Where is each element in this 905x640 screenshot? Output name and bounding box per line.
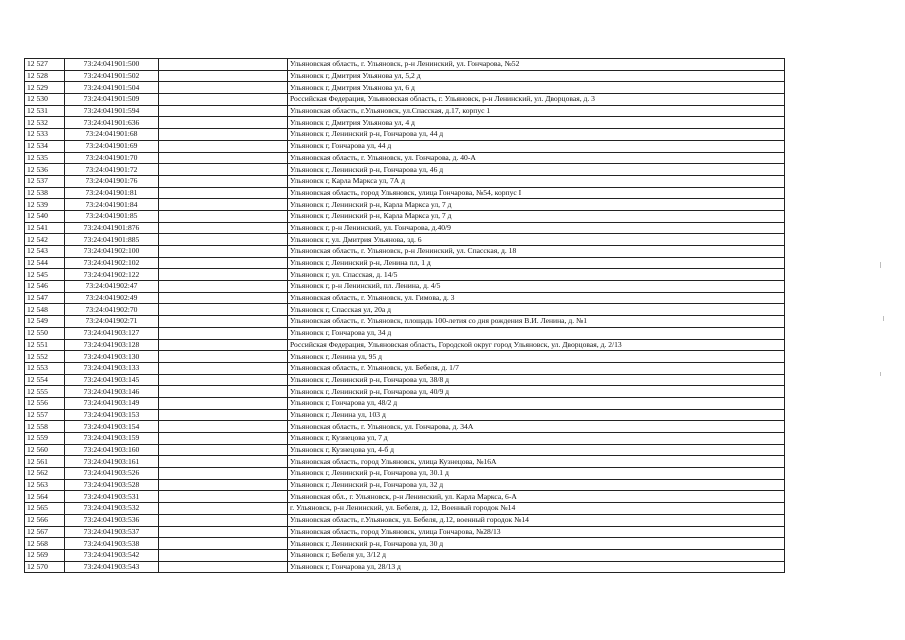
cadastral-number-cell: 73:24:041903:532 xyxy=(65,503,159,515)
table-row xyxy=(25,257,785,269)
row-number-cell: 12 540 xyxy=(25,210,65,222)
table-row xyxy=(25,292,785,304)
table-row xyxy=(25,433,785,445)
cadastral-number-cell: 73:24:041903:127 xyxy=(65,327,159,339)
address-cell: Ульяновск г, Ленинский р-н, Гончарова ул, 30 д xyxy=(288,538,785,550)
table-row xyxy=(25,152,785,164)
table-row xyxy=(25,538,785,550)
address-cell: Ульяновская область, город Ульяновск, улица Гончарова, №28/13 xyxy=(288,526,785,538)
address-cell: Ульяновск г, Ленина ул, 95 д xyxy=(288,351,785,363)
table-row xyxy=(25,327,785,339)
table-row xyxy=(25,316,785,328)
row-number-cell: 12 533 xyxy=(25,129,65,141)
cadastral-number-cell: 73:24:041903:542 xyxy=(65,549,159,561)
row-number-cell: 12 552 xyxy=(25,351,65,363)
blank-cell xyxy=(159,421,288,433)
blank-cell xyxy=(159,164,288,176)
address-cell: Ульяновск г, Дмитрия Ульянова ул, 4 д xyxy=(288,117,785,129)
row-number-cell: 12 529 xyxy=(25,82,65,94)
blank-cell xyxy=(159,222,288,234)
table-row xyxy=(25,351,785,363)
cadastral-number-cell: 73:24:041901:85 xyxy=(65,210,159,222)
scan-mark xyxy=(880,372,881,376)
table-row xyxy=(25,129,785,141)
blank-cell xyxy=(159,187,288,199)
address-cell: Ульяновск г, ул. Спасская, д. 14/5 xyxy=(288,269,785,281)
scan-mark xyxy=(880,262,881,268)
address-cell: Ульяновская область, г. Ульяновск, ул. Гончарова, д. 40-А xyxy=(288,152,785,164)
blank-cell xyxy=(159,292,288,304)
cadastral-number-cell: 73:24:041903:528 xyxy=(65,479,159,491)
address-cell: Ульяновск г, Дмитрия Ульянова ул, 5,2 д xyxy=(288,70,785,82)
address-cell: Ульяновская область, г. Ульяновск, р-н Ленинский, ул. Спасская, д. 18 xyxy=(288,246,785,258)
table-row xyxy=(25,561,785,573)
row-number-cell: 12 566 xyxy=(25,514,65,526)
cadastral-number-cell: 73:24:041903:161 xyxy=(65,456,159,468)
table-row xyxy=(25,456,785,468)
address-cell: Ульяновск г, Ленинский р-н, Гончарова ул, 38/8 д xyxy=(288,374,785,386)
blank-cell xyxy=(159,444,288,456)
row-number-cell: 12 535 xyxy=(25,152,65,164)
cadastral-number-cell: 73:24:041902:100 xyxy=(65,246,159,258)
cadastral-number-cell: 73:24:041901:84 xyxy=(65,199,159,211)
row-number-cell: 12 549 xyxy=(25,316,65,328)
cadastral-number-cell: 73:24:041901:81 xyxy=(65,187,159,199)
row-number-cell: 12 541 xyxy=(25,222,65,234)
cadastral-number-cell: 73:24:041903:159 xyxy=(65,433,159,445)
cadastral-number-cell: 73:24:041903:531 xyxy=(65,491,159,503)
table-row xyxy=(25,234,785,246)
row-number-cell: 12 560 xyxy=(25,444,65,456)
table-row xyxy=(25,468,785,480)
row-number-cell: 12 565 xyxy=(25,503,65,515)
table-row xyxy=(25,479,785,491)
row-number-cell: 12 562 xyxy=(25,468,65,480)
row-number-cell: 12 555 xyxy=(25,386,65,398)
blank-cell xyxy=(159,175,288,187)
table-row xyxy=(25,386,785,398)
address-cell: Ульяновск г, Кузнецова ул, 7 д xyxy=(288,433,785,445)
table-row xyxy=(25,70,785,82)
table-row xyxy=(25,222,785,234)
row-number-cell: 12 557 xyxy=(25,409,65,421)
blank-cell xyxy=(159,433,288,445)
table-row xyxy=(25,421,785,433)
address-cell: Ульяновск г, ул. Дмитрия Ульянова, зд. 6 xyxy=(288,234,785,246)
address-cell: Ульяновск г, Спасская ул, 20а д xyxy=(288,304,785,316)
address-cell: Ульяновск г, Ленинский р-н, Карла Маркса ул, 7 д xyxy=(288,199,785,211)
row-number-cell: 12 537 xyxy=(25,175,65,187)
cadastral-number-cell: 73:24:041903:133 xyxy=(65,362,159,374)
table-row xyxy=(25,503,785,515)
blank-cell xyxy=(159,140,288,152)
table-row xyxy=(25,82,785,94)
document-page xyxy=(24,58,785,573)
cadastral-number-cell: 73:24:041903:543 xyxy=(65,561,159,573)
cadastral-number-cell: 73:24:041902:102 xyxy=(65,257,159,269)
blank-cell xyxy=(159,386,288,398)
blank-cell xyxy=(159,117,288,129)
cadastral-number-cell: 73:24:041901:502 xyxy=(65,70,159,82)
scan-mark xyxy=(883,316,884,321)
cadastral-number-cell: 73:24:041901:876 xyxy=(65,222,159,234)
cadastral-number-cell: 73:24:041903:130 xyxy=(65,351,159,363)
blank-cell xyxy=(159,374,288,386)
row-number-cell: 12 543 xyxy=(25,246,65,258)
address-cell: Ульяновская область, г. Ульяновск, площадь 100-летия со дня рождения В.И. Ленина, д. №1 xyxy=(288,316,785,328)
blank-cell xyxy=(159,503,288,515)
cadastral-number-cell: 73:24:041901:69 xyxy=(65,140,159,152)
address-cell: Ульяновск г, Ленинский р-н, Карла Маркса ул, 7 д xyxy=(288,210,785,222)
address-cell: Ульяновск г, Гончарова ул, 44 д xyxy=(288,140,785,152)
table-row xyxy=(25,514,785,526)
address-cell: Ульяновская область, г. Ульяновск, ул. Гимова, д. 3 xyxy=(288,292,785,304)
cadastral-number-cell: 73:24:041903:146 xyxy=(65,386,159,398)
blank-cell xyxy=(159,327,288,339)
blank-cell xyxy=(159,70,288,82)
cadastral-number-cell: 73:24:041903:536 xyxy=(65,514,159,526)
address-cell: Российская Федерация, Ульяновская область, Городской округ город Ульяновск, ул. Дворцовая, д. 2/13 xyxy=(288,339,785,351)
cadastral-number-cell: 73:24:041901:500 xyxy=(65,59,159,71)
cadastral-number-cell: 73:24:041903:160 xyxy=(65,444,159,456)
blank-cell xyxy=(159,549,288,561)
table-row xyxy=(25,94,785,106)
address-cell: Ульяновск г, Кузнецова ул, 4-б д xyxy=(288,444,785,456)
property-registry-table xyxy=(24,58,785,573)
cadastral-number-cell: 73:24:041901:509 xyxy=(65,94,159,106)
cadastral-number-cell: 73:24:041902:71 xyxy=(65,316,159,328)
row-number-cell: 12 532 xyxy=(25,117,65,129)
row-number-cell: 12 550 xyxy=(25,327,65,339)
cadastral-number-cell: 73:24:041901:72 xyxy=(65,164,159,176)
blank-cell xyxy=(159,82,288,94)
cadastral-number-cell: 73:24:041903:128 xyxy=(65,339,159,351)
table-row xyxy=(25,491,785,503)
row-number-cell: 12 527 xyxy=(25,59,65,71)
address-cell: Ульяновск г, Ленинский р-н, Гончарова ул, 46 д xyxy=(288,164,785,176)
address-cell: Ульяновская область, город Ульяновск, улица Кузнецова, №16А xyxy=(288,456,785,468)
row-number-cell: 12 563 xyxy=(25,479,65,491)
cadastral-number-cell: 73:24:041903:145 xyxy=(65,374,159,386)
blank-cell xyxy=(159,234,288,246)
row-number-cell: 12 547 xyxy=(25,292,65,304)
row-number-cell: 12 551 xyxy=(25,339,65,351)
address-cell: Ульяновск г, Гончарова ул, 34 д xyxy=(288,327,785,339)
address-cell: Ульяновская область, г. Ульяновск, р-н Ленинский, ул. Гончарова, №52 xyxy=(288,59,785,71)
address-cell: Ульяновск г, р-н Ленинский, ул. Гончарова, д.40/9 xyxy=(288,222,785,234)
row-number-cell: 12 570 xyxy=(25,561,65,573)
row-number-cell: 12 539 xyxy=(25,199,65,211)
cadastral-number-cell: 73:24:041903:526 xyxy=(65,468,159,480)
address-cell: Ульяновск г, Гончарова ул, 48/2 д xyxy=(288,397,785,409)
cadastral-number-cell: 73:24:041903:538 xyxy=(65,538,159,550)
address-cell: Ульяновск г, Гончарова ул, 28/13 д xyxy=(288,561,785,573)
cadastral-number-cell: 73:24:041901:636 xyxy=(65,117,159,129)
blank-cell xyxy=(159,94,288,106)
registry-table-body xyxy=(25,59,785,573)
row-number-cell: 12 561 xyxy=(25,456,65,468)
blank-cell xyxy=(159,491,288,503)
address-cell: Ульяновская область, г. Ульяновск, ул. Бебеля, д. 1/7 xyxy=(288,362,785,374)
blank-cell xyxy=(159,514,288,526)
address-cell: Ульяновск г, р-н Ленинский, пл. Ленина, д. 4/5 xyxy=(288,281,785,293)
cadastral-number-cell: 73:24:041903:154 xyxy=(65,421,159,433)
blank-cell xyxy=(159,538,288,550)
blank-cell xyxy=(159,526,288,538)
table-row xyxy=(25,59,785,71)
cadastral-number-cell: 73:24:041901:68 xyxy=(65,129,159,141)
row-number-cell: 12 556 xyxy=(25,397,65,409)
row-number-cell: 12 545 xyxy=(25,269,65,281)
address-cell: Ульяновск г, Ленинский р-н, Гончарова ул, 30.1 д xyxy=(288,468,785,480)
cadastral-number-cell: 73:24:041903:537 xyxy=(65,526,159,538)
blank-cell xyxy=(159,479,288,491)
table-row xyxy=(25,164,785,176)
blank-cell xyxy=(159,468,288,480)
blank-cell xyxy=(159,316,288,328)
row-number-cell: 12 528 xyxy=(25,70,65,82)
row-number-cell: 12 559 xyxy=(25,433,65,445)
cadastral-number-cell: 73:24:041901:76 xyxy=(65,175,159,187)
cadastral-number-cell: 73:24:041902:122 xyxy=(65,269,159,281)
address-cell: Ульяновская область, г.Ульяновск, ул. Бебеля, д.12, военный городок №14 xyxy=(288,514,785,526)
table-row xyxy=(25,199,785,211)
row-number-cell: 12 534 xyxy=(25,140,65,152)
row-number-cell: 12 568 xyxy=(25,538,65,550)
blank-cell xyxy=(159,269,288,281)
table-row xyxy=(25,374,785,386)
table-row xyxy=(25,526,785,538)
row-number-cell: 12 544 xyxy=(25,257,65,269)
cadastral-number-cell: 73:24:041902:49 xyxy=(65,292,159,304)
cadastral-number-cell: 73:24:041903:153 xyxy=(65,409,159,421)
blank-cell xyxy=(159,362,288,374)
row-number-cell: 12 530 xyxy=(25,94,65,106)
table-row xyxy=(25,117,785,129)
address-cell: Ульяновск г, Ленинский р-н, Гончарова ул, 32 д xyxy=(288,479,785,491)
row-number-cell: 12 567 xyxy=(25,526,65,538)
table-row xyxy=(25,397,785,409)
table-row xyxy=(25,246,785,258)
table-row xyxy=(25,187,785,199)
blank-cell xyxy=(159,561,288,573)
blank-cell xyxy=(159,304,288,316)
cadastral-number-cell: 73:24:041901:504 xyxy=(65,82,159,94)
address-cell: Ульяновская область, г.Ульяновск, ул.Спасская, д.17, корпус 1 xyxy=(288,105,785,117)
address-cell: Ульяновская область, город Ульяновск, улица Гончарова, №54, корпус I xyxy=(288,187,785,199)
address-cell: Ульяновск г, Ленинский р-н, Ленина пл, 1 д xyxy=(288,257,785,269)
blank-cell xyxy=(159,257,288,269)
cadastral-number-cell: 73:24:041903:149 xyxy=(65,397,159,409)
blank-cell xyxy=(159,152,288,164)
row-number-cell: 12 546 xyxy=(25,281,65,293)
table-row xyxy=(25,210,785,222)
blank-cell xyxy=(159,210,288,222)
address-cell: Ульяновск г, Ленина ул, 103 д xyxy=(288,409,785,421)
address-cell: Ульяновск г, Карла Маркса ул, 7А д xyxy=(288,175,785,187)
row-number-cell: 12 558 xyxy=(25,421,65,433)
blank-cell xyxy=(159,281,288,293)
table-row xyxy=(25,362,785,374)
address-cell: Ульяновск г, Ленинский р-н, Гончарова ул, 40/9 д xyxy=(288,386,785,398)
address-cell: г. Ульяновск, р-н Ленинский, ул. Бебеля, д. 12, Военный городок №14 xyxy=(288,503,785,515)
blank-cell xyxy=(159,105,288,117)
row-number-cell: 12 548 xyxy=(25,304,65,316)
blank-cell xyxy=(159,59,288,71)
table-row xyxy=(25,175,785,187)
row-number-cell: 12 553 xyxy=(25,362,65,374)
row-number-cell: 12 564 xyxy=(25,491,65,503)
address-cell: Ульяновская область, г. Ульяновск, ул. Гончарова, д. 34А xyxy=(288,421,785,433)
table-row xyxy=(25,140,785,152)
cadastral-number-cell: 73:24:041902:70 xyxy=(65,304,159,316)
blank-cell xyxy=(159,409,288,421)
blank-cell xyxy=(159,456,288,468)
row-number-cell: 12 531 xyxy=(25,105,65,117)
blank-cell xyxy=(159,199,288,211)
table-row xyxy=(25,105,785,117)
blank-cell xyxy=(159,246,288,258)
cadastral-number-cell: 73:24:041901:594 xyxy=(65,105,159,117)
address-cell: Ульяновск г, Бебеля ул, 3/12 д xyxy=(288,549,785,561)
row-number-cell: 12 538 xyxy=(25,187,65,199)
row-number-cell: 12 542 xyxy=(25,234,65,246)
blank-cell xyxy=(159,351,288,363)
blank-cell xyxy=(159,397,288,409)
blank-cell xyxy=(159,339,288,351)
table-row xyxy=(25,549,785,561)
blank-cell xyxy=(159,129,288,141)
table-row xyxy=(25,444,785,456)
table-row xyxy=(25,269,785,281)
table-row xyxy=(25,304,785,316)
table-row xyxy=(25,281,785,293)
row-number-cell: 12 536 xyxy=(25,164,65,176)
cadastral-number-cell: 73:24:041901:885 xyxy=(65,234,159,246)
address-cell: Российская Федерация, Ульяновская область, г. Ульяновск, р-н Ленинский, ул. Дворцовая, д. 3 xyxy=(288,94,785,106)
table-row xyxy=(25,409,785,421)
cadastral-number-cell: 73:24:041901:70 xyxy=(65,152,159,164)
row-number-cell: 12 569 xyxy=(25,549,65,561)
cadastral-number-cell: 73:24:041902:47 xyxy=(65,281,159,293)
row-number-cell: 12 554 xyxy=(25,374,65,386)
table-row xyxy=(25,339,785,351)
address-cell: Ульяновская обл., г. Ульяновск, р-н Ленинский, ул. Карла Маркса, 6-А xyxy=(288,491,785,503)
address-cell: Ульяновск г, Дмитрия Ульянова ул, 6 д xyxy=(288,82,785,94)
address-cell: Ульяновск г, Ленинский р-н, Гончарова ул, 44 д xyxy=(288,129,785,141)
